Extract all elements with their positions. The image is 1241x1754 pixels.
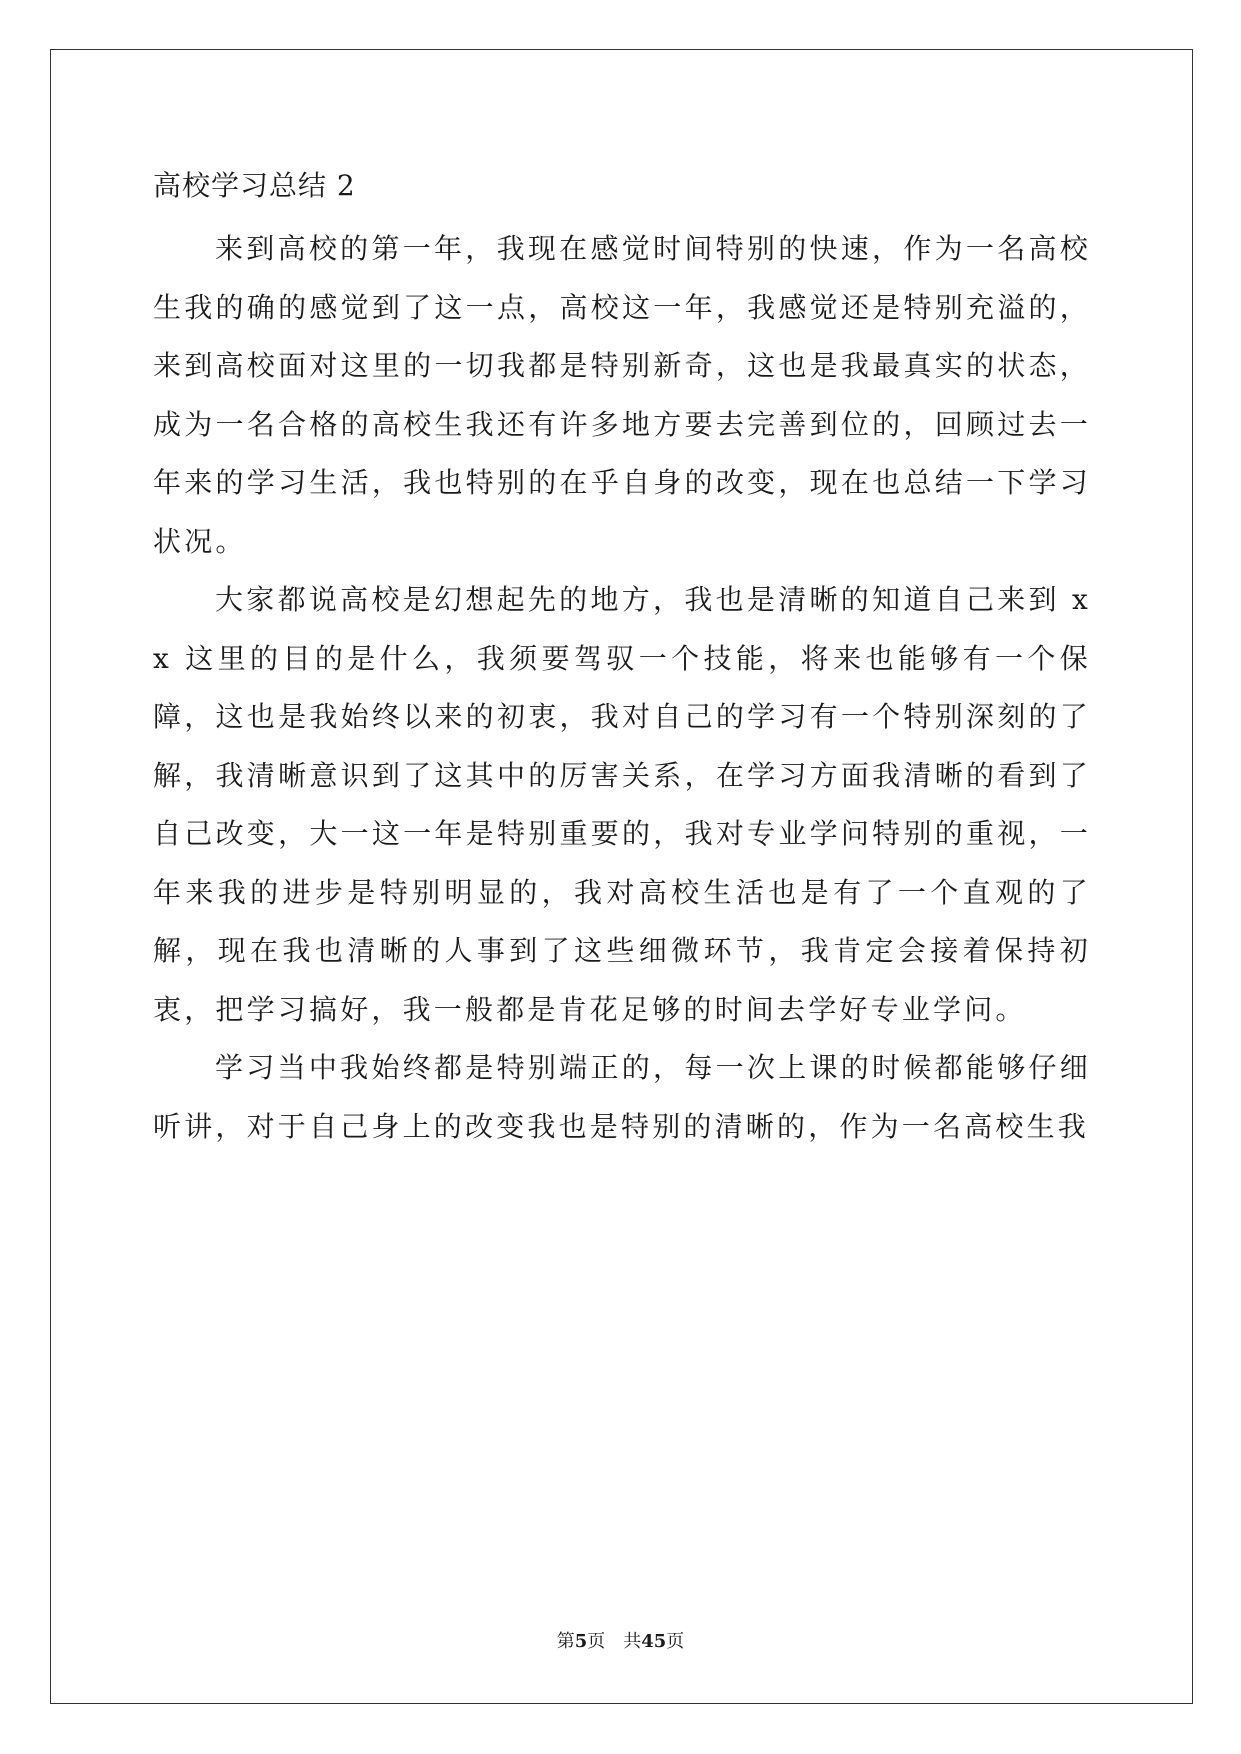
footer-total-pages: 45 xyxy=(641,1631,667,1652)
paragraph-3: 学习当中我始终都是特别端正的，每一次上课的时候都能够仔细听讲，对于自己身上的改变我也是特别的清晰的，作为一名高校生我 xyxy=(153,1051,1091,1143)
page-number-footer xyxy=(0,1630,1241,1654)
footer-current-page: 5 xyxy=(574,1631,588,1652)
paragraph-1: 来到高校的第一年，我现在感觉时间特别的快速，作为一名高校生我的确的感觉到了这一点，高校这一年，我感觉还是特别充溢的，来到高校面对这里的一切我都是特别新奇，这也是我最真实的状态，成为一名合格的高校生我还有许多地方要去完善到位的，回顾过去一年来的学习生活，我也特别的在乎自身的改变，现在也总结一下学习状况。 xyxy=(153,232,1091,558)
paragraph-2: 大家都说高校是幻想起先的地方，我也是清晰的知道自己来到 xx 这里的目的是什么，我须要驾驭一个技能，将来也能够有一个保障，这也是我始终以来的初衷，我对自己的学习有一个特别深刻的了解，我清晰意识到了这其中的厉害关系，在学习方面我清晰的看到了自己改变，大一这一年是特别重要的，我对专业学问特别的重视，一年来我的进步是特别明显的，我对高校生活也是有了一个直观的了解，现在我也清晰的人事到了这些细微环节，我肯定会接着保持初衷，把学习搞好，我一般都是肯花足够的时间去学好专业学问。 xyxy=(153,583,1091,1026)
footer-page-suffix: 页 xyxy=(666,1631,685,1652)
document-title: 高校学习总结 2 xyxy=(153,169,356,202)
footer-page-mid: 页 共 xyxy=(587,1631,642,1652)
footer-page-prefix: 第 xyxy=(556,1631,575,1652)
document-body xyxy=(153,158,1091,1156)
